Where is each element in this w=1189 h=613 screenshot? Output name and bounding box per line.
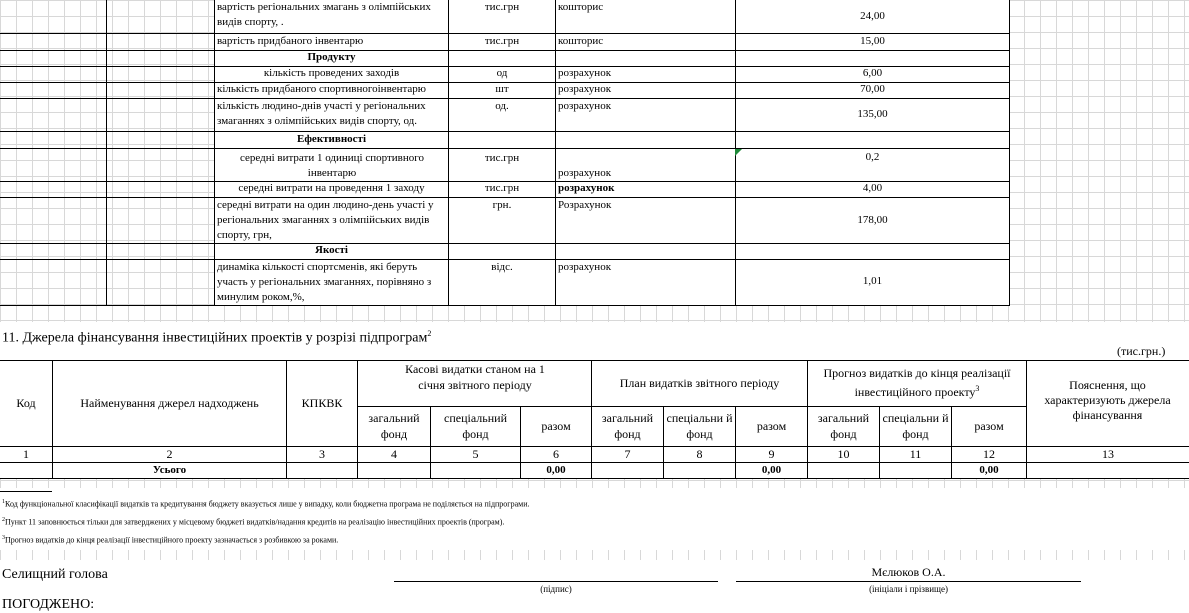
column-number: 4 [391, 447, 397, 461]
units-label: (тис.грн.) [1117, 344, 1166, 358]
indicator-source: Розрахунок [558, 199, 612, 211]
indicator-value: 15,00 [860, 35, 885, 47]
indicator-source: розрахунок [558, 261, 612, 273]
column-number: 1 [23, 447, 29, 461]
header-code: Код [16, 396, 36, 410]
indicator-name: середні витрати 1 одиниці спортивного інвентарю [239, 152, 424, 179]
signature-line [394, 581, 718, 582]
indicator-name: вартість придбаного інвентарю [217, 35, 364, 47]
indicator-value: 70,00 [860, 83, 885, 95]
footnote-text: Пункт 11 заповнюється тільки для затверджених у місцевому бюджеті видатків/надання кредитів на реалізацію інвестиційних проектів (програм). [5, 517, 505, 527]
indicator-name: вартість регіональних змагань з олімпійських видів спорту, . [217, 1, 431, 28]
section-heading: Ефективності [296, 133, 367, 145]
section-title-text: 11. Джерела фінансування інвестиційних проектів у розрізі підпрограм [2, 330, 428, 346]
total-plan-value: 0,00 [761, 464, 782, 476]
indicator-source: розрахунок [558, 100, 612, 112]
footnote-separator [0, 491, 52, 492]
indicator-unit: шт [495, 83, 509, 95]
indicator-value: 6,00 [862, 67, 883, 79]
column-number: 2 [166, 447, 173, 461]
signer-position: Селищний голова [2, 567, 108, 582]
indicator-unit: грн. [492, 199, 512, 211]
header-kpkvk: КПКВК [301, 396, 343, 410]
indicator-value: 1,01 [862, 275, 883, 287]
indicator-name: середні витрати на один людино-день участі у регіональних змаганнях з олімпійських видів спорту, грн, [217, 199, 434, 241]
header-forecast-text: Прогноз видатків до кінця реалізації інвестиційного проекту [823, 366, 1011, 399]
indicator-source: розрахунок [558, 67, 612, 79]
header-total: разом [541, 419, 571, 433]
indicator-unit: тис.грн [484, 35, 520, 47]
column-number: 10 [837, 447, 850, 461]
indicator-source: розрахунок [558, 182, 615, 194]
column-number: 13 [1102, 447, 1114, 461]
name-line [736, 581, 1081, 582]
header-general-fund: загальний фонд [601, 411, 654, 441]
indicator-source: розрахунок [558, 167, 612, 179]
footnote [2, 535, 338, 545]
footnote [2, 517, 504, 527]
total-forecast-value: 0,00 [979, 464, 999, 476]
header-forecast-footnote-ref: 3 [975, 384, 980, 393]
indicator-value: 24,00 [860, 10, 885, 22]
indicator-unit: відс. [491, 261, 513, 273]
section-title-footnote-ref: 2 [427, 329, 432, 338]
column-number: 7 [624, 447, 631, 461]
column-number: 5 [472, 447, 479, 461]
section-title [2, 325, 431, 348]
footnote-number: 2 [2, 517, 5, 523]
column-number: 6 [553, 447, 559, 461]
total-row-label: Усього [152, 464, 187, 476]
indicator-unit: тис.грн [484, 1, 520, 13]
column-number: 12 [983, 447, 995, 461]
indicator-name: кількість придбаного спортивногоінвентарю [217, 83, 427, 95]
name-caption: (ініціали і прізвище) [869, 584, 948, 594]
indicator-unit: тис.грн [484, 152, 520, 164]
header-general-fund: загальний фонд [368, 411, 420, 441]
indicator-unit: од. [495, 100, 509, 112]
column-number: 8 [696, 447, 703, 461]
signer-name: Мєлюков О.А. [871, 565, 946, 579]
column-number: 11 [909, 447, 922, 461]
header-cash: Касові видатки станом на 1 січня звітного періоду [405, 362, 545, 392]
section-heading: Продукту [307, 51, 356, 63]
indicator-name: динаміка кількості спортсменів, які беруть участь у регіональних змаганнях, порівняно з минулим роком,%, [217, 261, 432, 303]
header-special-fund: спеціальни й фонд [882, 411, 949, 441]
header-explain: Пояснення, що характеризують джерела фінансування [1044, 378, 1171, 422]
indicator-value: 4,00 [862, 182, 883, 194]
header-total: разом [756, 419, 787, 433]
indicator-value: 135,00 [857, 108, 888, 120]
agreed-label: ПОГОДЖЕНО: [2, 597, 95, 612]
indicator-value: 0,2 [865, 151, 880, 163]
indicator-unit: тис.грн [484, 182, 520, 194]
header-total: разом [974, 419, 1004, 433]
header-forecast [812, 365, 1022, 400]
indicator-name: середні витрати на проведення 1 заходу [238, 182, 425, 194]
comment-marker-icon [735, 149, 742, 156]
indicator-unit: од [496, 67, 508, 79]
header-special-fund: спеціальни й фонд [666, 411, 733, 441]
total-cash-value: 0,00 [546, 464, 566, 476]
indicator-name: кількість проведених заходів [263, 67, 400, 79]
indicator-source: кошторис [558, 1, 604, 13]
header-general-fund: загальний фонд [817, 411, 870, 441]
signature-caption: (підпис) [540, 584, 572, 594]
indicator-source: розрахунок [558, 83, 612, 95]
section-heading: Якості [315, 244, 348, 256]
header-special-fund: спеціальний фонд [444, 411, 507, 441]
column-number: 3 [319, 447, 325, 461]
footnote-number: 1 [2, 499, 5, 505]
column-number: 9 [768, 447, 775, 461]
footnote-text: Прогноз видатків до кінця реалізації інвестиційного проекту зазначається з розбивкою за роками. [5, 535, 339, 545]
indicator-value: 178,00 [857, 214, 888, 226]
footnote [2, 499, 529, 509]
footnote-number: 3 [2, 535, 5, 541]
footnote-text: Код функціональної класифікації видатків та кредитування бюджету вказується лише у випадку, коли бюджетна програма не поділяється на підпрограми. [5, 499, 530, 509]
header-plan: План видатків звітного періоду [619, 376, 780, 390]
indicator-name: кількість людино-днів участі у регіональних змаганнях з олімпійських видів спорту, од. [217, 100, 426, 127]
header-source-name: Найменування джерел надходжень [80, 396, 259, 410]
indicator-source: кошторис [558, 35, 604, 47]
